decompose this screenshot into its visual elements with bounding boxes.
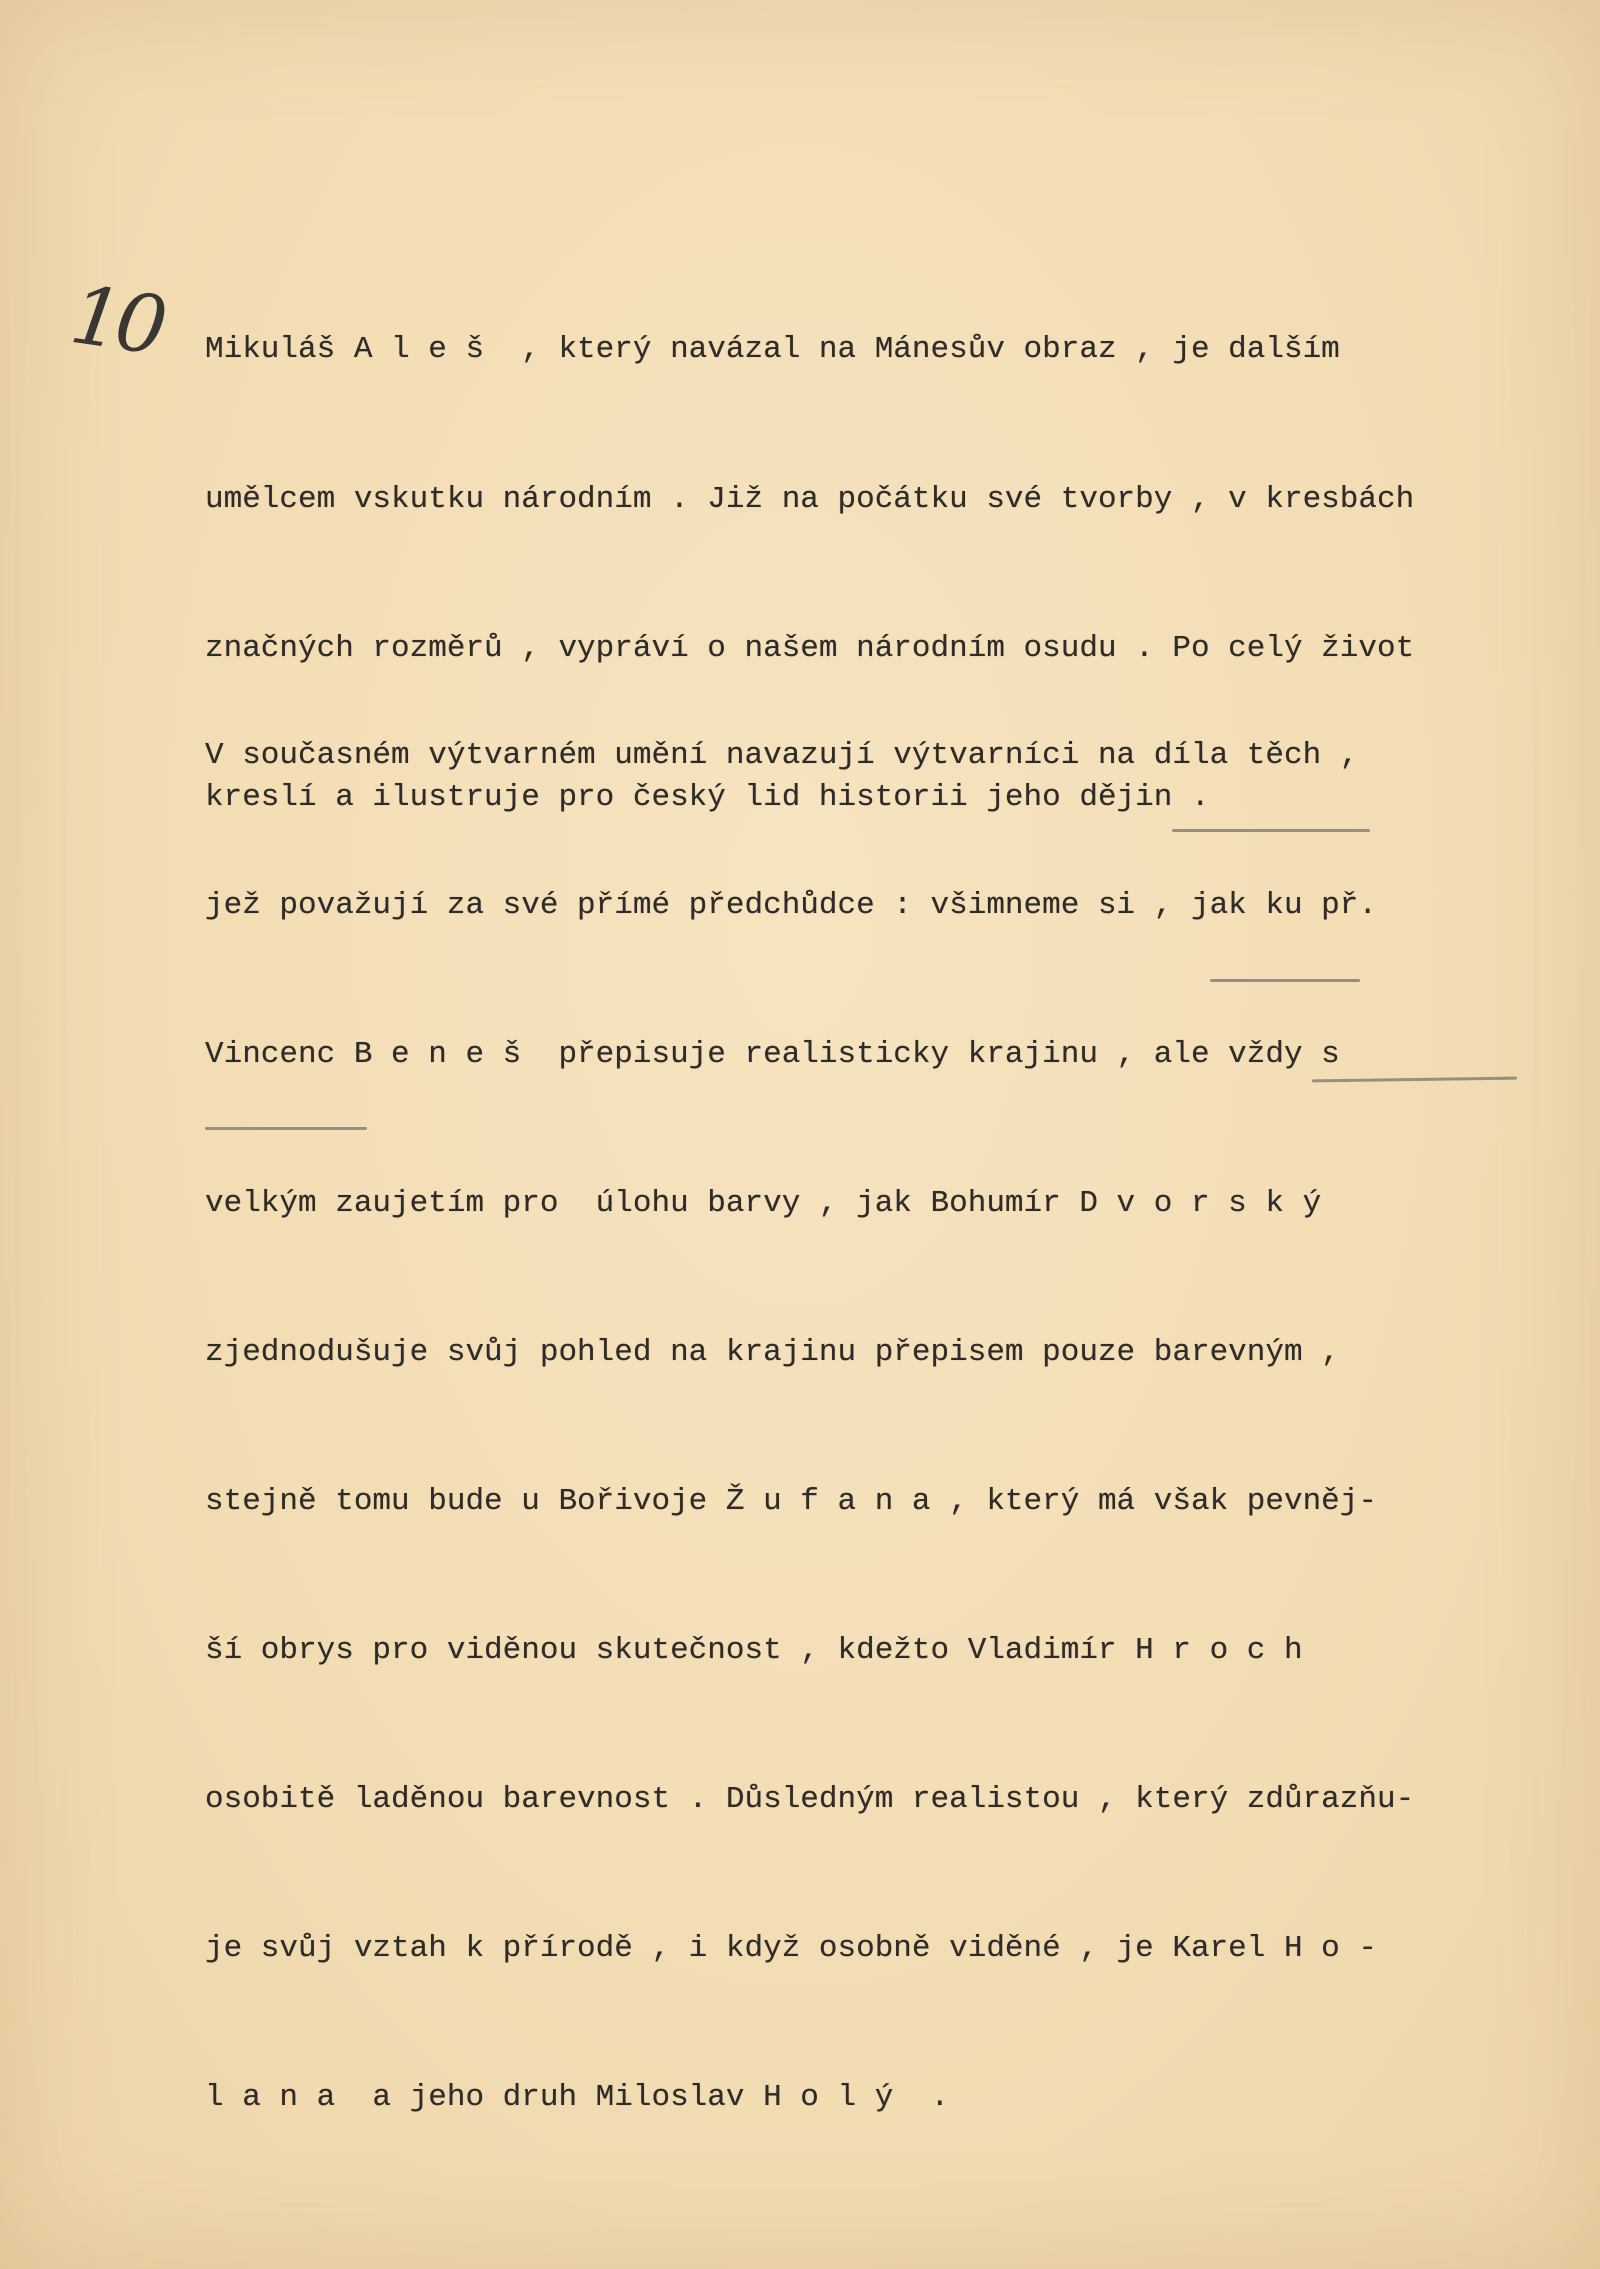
text-line: je svůj vztah k přírodě , i když osobně viděné , je Karel H o - [205,1931,1377,1967]
text-line: stejně tomu bude u Bořivoje Ž u f a n a , který má však pevněj- [205,1483,1377,1519]
text-line: velkým zaujetím pro úlohu barvy , jak Bohumír D v o r s k ý [205,1185,1322,1221]
text-line: značných rozměrů , vypráví o našem národním osudu . Po celý život [205,630,1415,666]
text-line: ší obrys pro viděnou skutečnost , kdežto Vladimír H r o c h [205,1632,1303,1668]
text-line: umělcem vskutku národním . Již na počátku své tvorby , v kresbách [205,481,1415,517]
pencil-underline-dvorsky [1172,829,1370,832]
text-line: l a n a a jeho druh Miloslav H o l ý . [205,2080,950,2116]
text-line: Mikuláš A l e š , který navázal na Mánesův obraz , je dalším [205,332,1340,368]
text-line: osobitě laděnou barevnost . Důsledným realistou , který zdůrazňu- [205,1782,1415,1818]
handwritten-page-number: 10 [65,268,167,373]
text-line: jež považují za své přímé předchůdce : všimneme si , jak ku př. [205,887,1377,923]
pencil-underline-hroch [1210,979,1360,982]
text-line: Vincenc B e n e š přepisuje realisticky krajinu , ale vždy s [205,1036,1340,1072]
pencil-underline-holana-2 [205,1127,367,1130]
paragraph-contemporary-art [205,632,1555,2222]
text-line: kreslí a ilustruje pro český lid historii jeho dějin . [205,779,1210,815]
text-line: V současném výtvarném umění navazují výtvarníci na díla těch , [205,738,1359,774]
text-line: zjednodušuje svůj pohled na krajinu přepisem pouze barevným , [205,1334,1340,1370]
